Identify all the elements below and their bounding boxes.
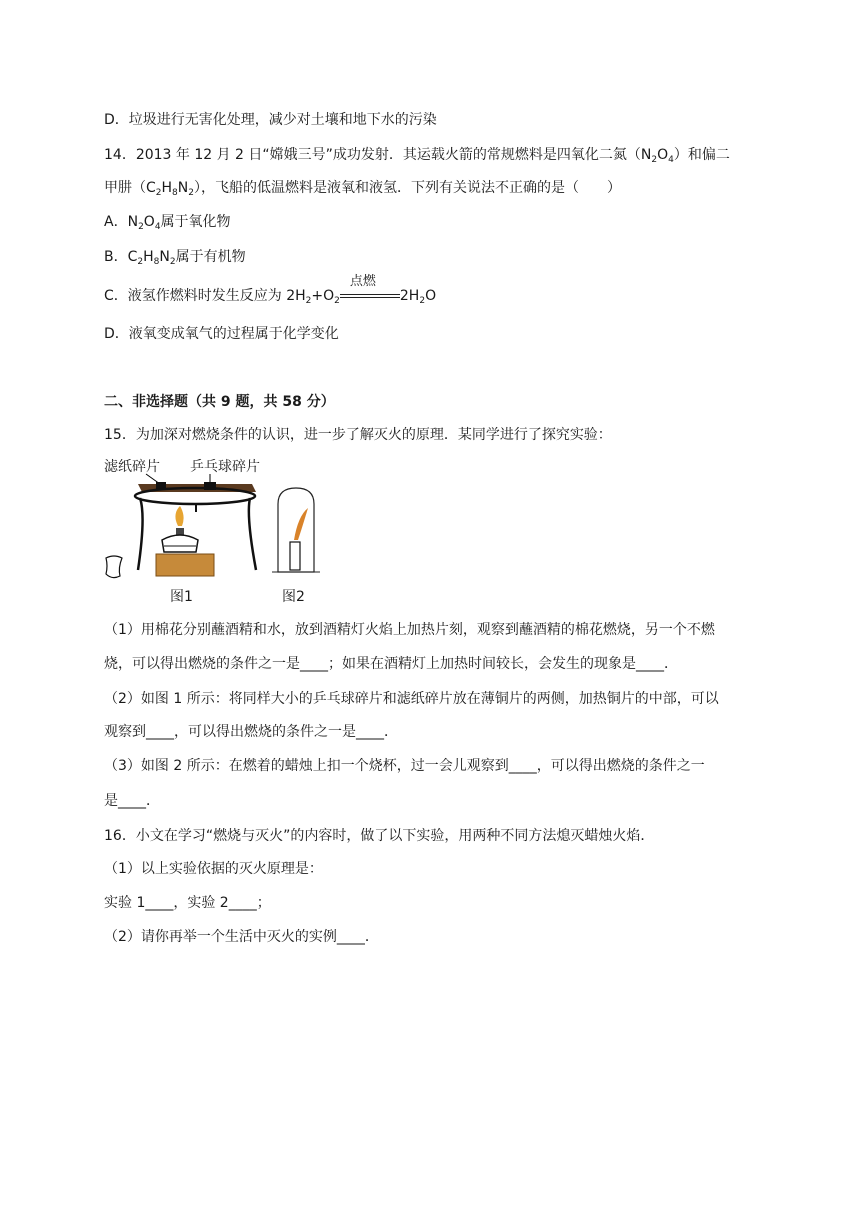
q14-stem-text-a: 14．2013 年 12 月 2 日“嫦娥三号”成功发射．其运载火箭的常规燃料是四氧化二氮（N xyxy=(104,147,652,163)
fig1-caption: 图1 xyxy=(170,589,193,605)
q14-opt-c-text: C．液氢作燃料时发生反应为 2H xyxy=(104,288,306,304)
wood-block xyxy=(156,554,214,576)
q14-stem-text-b: ）和偏二 xyxy=(673,147,730,163)
q14-opt-a-text: A．N xyxy=(104,214,139,230)
q14-option-d: D．液氧变成氧气的过程属于化学变化 xyxy=(104,326,339,342)
condition-label: 点燃 xyxy=(349,274,376,289)
q16-stem: 16．小文在学习“燃烧与灭火”的内容时，做了以下实验，用两种不同方法熄灭蜡烛火焰． xyxy=(104,828,655,844)
sub: 8 xyxy=(172,188,178,198)
equals-bar xyxy=(340,294,400,295)
q16-part2: （2）请你再举一个生活中灭火的实例____． xyxy=(104,929,379,945)
sub: 2 xyxy=(137,257,144,267)
q14-o-char: O xyxy=(657,147,669,163)
q15-part2-line2: 观察到____，可以得出燃烧的条件之一是____． xyxy=(104,724,398,740)
q14-h-char: H xyxy=(143,249,154,265)
sub: 2 xyxy=(188,188,194,198)
q14-option-b xyxy=(104,247,246,267)
q14-opt-b-text: B．C xyxy=(104,249,138,265)
fig2-caption: 图2 xyxy=(282,589,305,605)
alcohol-lamp xyxy=(162,535,198,552)
q14-h-char: H xyxy=(161,180,173,196)
q16-part1-answer: 实验 1____，实验 2____； xyxy=(104,895,271,911)
q14-n-char: N xyxy=(177,180,189,196)
sub: 2 xyxy=(169,257,176,267)
q14-stem-line2 xyxy=(104,178,621,198)
q14-stem-text-c: 甲肼（C xyxy=(104,180,156,196)
q14-opt-b-rest: 属于有机物 xyxy=(175,249,246,265)
flame xyxy=(175,506,183,526)
q15-part1-line1: （1）用棉花分别蘸酒精和水，放到酒精灯火焰上加热片刻，观察到蘸酒精的棉花燃烧，另一个不燃 xyxy=(104,622,715,638)
q14-stem-text-d: ），飞船的低温燃料是液氧和液氢．下列有关说法不正确的是（ ） xyxy=(194,180,621,196)
sub: 8 xyxy=(153,257,160,267)
sub: 2 xyxy=(334,296,340,306)
reaction-condition xyxy=(340,274,400,306)
q14-plus-o: +O xyxy=(311,288,335,304)
q15-part3-line1: （3）如图 2 所示：在燃着的蜡烛上扣一个烧杯，过一会儿观察到____，可以得出燃烧的条件之一 xyxy=(104,758,705,774)
q15-part3-line2: 是____． xyxy=(104,793,160,809)
q14-product-h: 2H xyxy=(399,288,420,304)
sub: 4 xyxy=(154,222,161,232)
q15-part1-line2: 烧，可以得出燃烧的条件之一是____；如果在酒精灯上加热时间较长，会发生的现象是____． xyxy=(104,656,678,672)
sub: 2 xyxy=(419,296,426,306)
sub: 4 xyxy=(668,155,674,165)
q14-product-o: O xyxy=(425,288,437,304)
cotton xyxy=(106,556,122,578)
experiment-figure xyxy=(100,456,332,608)
q13-option-d: D．垃圾进行无害化处理，减少对土壤和地下水的污染 xyxy=(104,112,437,128)
sub: 2 xyxy=(651,155,658,165)
q14-option-a xyxy=(104,212,231,232)
sub: 2 xyxy=(138,222,144,232)
pingpong-label: 乒乓球碎片 xyxy=(190,459,260,475)
filter-paper-label: 滤纸碎片 xyxy=(104,459,160,475)
sub: 2 xyxy=(305,296,312,306)
q14-o-char: O xyxy=(143,214,155,230)
candle-flame xyxy=(294,508,308,540)
q14-option-c xyxy=(104,274,437,306)
q14-n-char: N xyxy=(159,249,170,265)
section-title: 二、非选择题（共 9 题，共 58 分） xyxy=(104,394,335,410)
candle xyxy=(290,542,300,570)
sub: 2 xyxy=(155,188,162,198)
q14-stem-line1 xyxy=(104,145,730,165)
q16-part1: （1）以上实验依据的灭火原理是： xyxy=(104,861,323,877)
equals-bar xyxy=(340,297,400,298)
q15-part2-line1: （2）如图 1 所示：将同样大小的乒乓球碎片和滤纸碎片放在薄铜片的两侧，加热铜片的中部，可以 xyxy=(104,691,719,707)
q14-opt-a-rest: 属于氧化物 xyxy=(160,214,231,230)
q15-stem: 15．为加深对燃烧条件的认识，进一步了解灭火的原理．某同学进行了探究实验： xyxy=(104,427,612,443)
